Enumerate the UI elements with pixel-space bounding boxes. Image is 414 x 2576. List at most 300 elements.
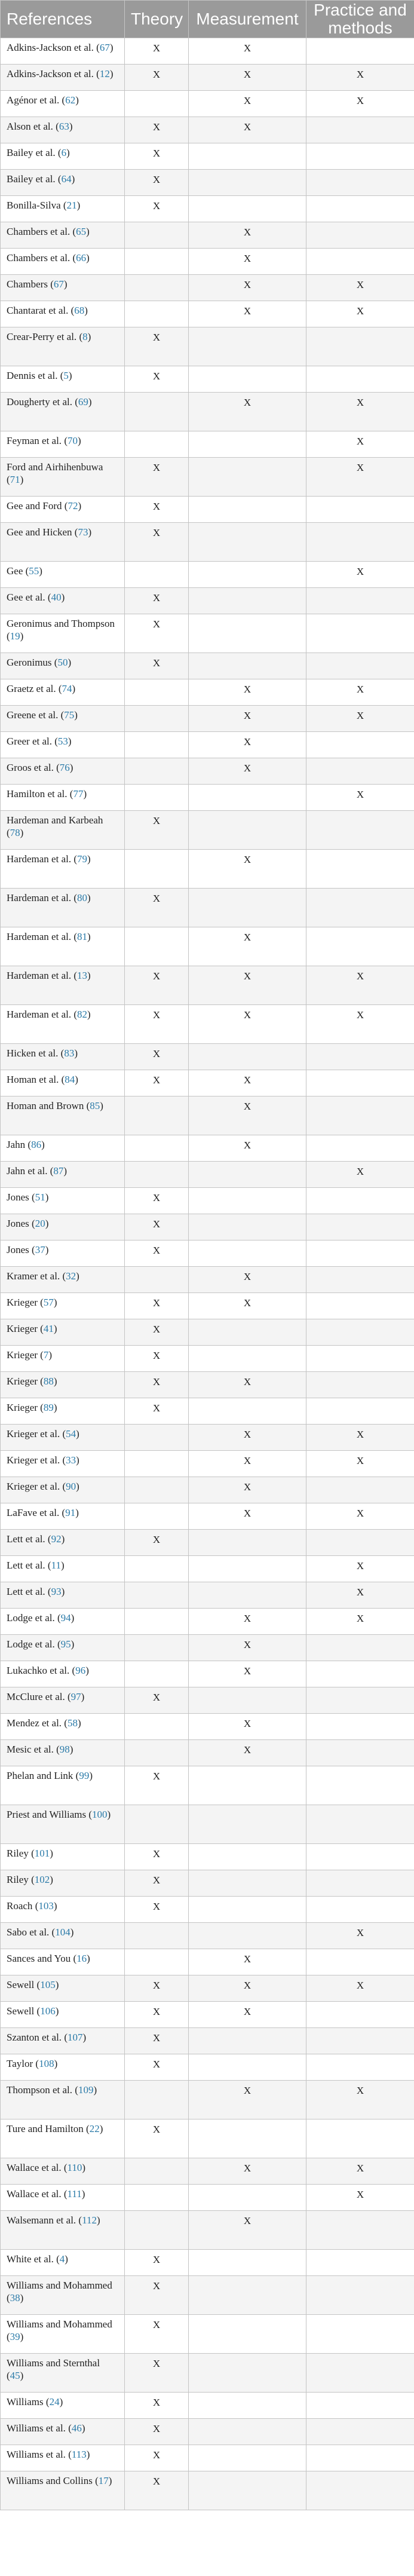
reference-name: Krieger [7, 1297, 38, 1308]
reference-cell: Williams and Sternthal (45) [1, 2354, 125, 2393]
citation-link[interactable]: 111 [67, 2188, 82, 2200]
citation-link[interactable]: 54 [66, 1428, 76, 1439]
reference-name: Williams et al. [7, 2422, 66, 2434]
reference-cell: Krieger (7) [1, 1346, 125, 1372]
reference-name: Greene et al. [7, 709, 59, 721]
reference-cell: Bailey et al. (64) [1, 170, 125, 196]
measurement-mark [189, 2028, 306, 2054]
theory-mark [125, 1477, 189, 1503]
citation-link[interactable]: 57 [43, 1297, 54, 1308]
theory-mark [125, 679, 189, 706]
citation-link[interactable]: 105 [40, 1979, 56, 1990]
practice-mark [306, 1949, 414, 1975]
reference-cell: White et al. (4) [1, 2250, 125, 2276]
measurement-mark: X [189, 1740, 306, 1766]
citation-link[interactable]: 13 [77, 970, 88, 981]
reference-name: Ture and Hamilton [7, 2123, 84, 2134]
table-row [1, 811, 414, 850]
measurement-mark [189, 2354, 306, 2393]
citation-link[interactable]: 39 [10, 2331, 20, 2342]
table-row [1, 588, 414, 614]
measurement-mark [189, 2315, 306, 2354]
practice-mark [306, 2054, 414, 2081]
citation-link[interactable]: 112 [82, 2214, 97, 2226]
table-row [1, 1372, 414, 1398]
citation-link[interactable]: 73 [78, 526, 88, 538]
citation-link[interactable]: 45 [10, 2370, 20, 2381]
reference-name: Alson et al. [7, 121, 53, 132]
theory-mark: X [125, 1870, 189, 1897]
theory-mark: X [125, 117, 189, 143]
citation-link[interactable]: 19 [10, 630, 20, 642]
practice-mark [306, 1635, 414, 1661]
reference-cell: Taylor (108) [1, 2054, 125, 2081]
reference-cell: Greene et al. (75) [1, 706, 125, 732]
table-row [1, 1635, 414, 1661]
citation-link[interactable]: 91 [65, 1507, 76, 1518]
reference-cell: Hardeman and Karbeah (78) [1, 811, 125, 850]
theory-mark [125, 1949, 189, 1975]
citation-link[interactable]: 90 [66, 1481, 76, 1492]
citation-link[interactable]: 92 [51, 1533, 62, 1545]
citation-link[interactable]: 82 [77, 1009, 88, 1020]
citation-link[interactable]: 7 [43, 1349, 49, 1361]
measurement-mark [189, 1582, 306, 1609]
citation-link[interactable]: 89 [43, 1402, 54, 1413]
reference-cell: Williams and Collins (17) [1, 2471, 125, 2510]
citation-link[interactable]: 96 [75, 1665, 86, 1676]
reference-name: Ford and Airhihenbuwa [7, 461, 103, 473]
citation-link[interactable]: 4 [59, 2253, 65, 2265]
table-row [1, 2158, 414, 2185]
citation-link[interactable]: 66 [76, 252, 87, 264]
citation-link[interactable]: 80 [77, 892, 88, 903]
theory-mark: X [125, 1214, 189, 1240]
citation-link[interactable]: 38 [10, 2292, 20, 2304]
practice-mark [306, 497, 414, 523]
reference-cell: Gee et al. (40) [1, 588, 125, 614]
practice-mark: X [306, 966, 414, 1005]
citation-link[interactable]: 78 [10, 827, 20, 838]
theory-mark: X [125, 1530, 189, 1556]
citation-link[interactable]: 98 [59, 1744, 70, 1755]
theory-mark [125, 1096, 189, 1135]
citation-link[interactable]: 84 [65, 1074, 75, 1085]
table-row [1, 393, 414, 431]
citation-link[interactable]: 58 [67, 1717, 78, 1729]
citation-link[interactable]: 40 [51, 592, 62, 603]
table-row [1, 1162, 414, 1188]
reference-cell: Hicken et al. (83) [1, 1044, 125, 1070]
citation-link[interactable]: 109 [78, 2084, 94, 2096]
citation-link[interactable]: 33 [66, 1454, 76, 1466]
theory-mark: X [125, 2054, 189, 2081]
reference-name: Feyman et al. [7, 435, 62, 446]
citation-link[interactable]: 106 [40, 2005, 56, 2017]
reference-cell: Lodge et al. (94) [1, 1609, 125, 1635]
measurement-mark [189, 2419, 306, 2445]
citation-link[interactable]: 104 [55, 1926, 70, 1938]
measurement-mark: X [189, 1451, 306, 1477]
measurement-mark [189, 327, 306, 366]
table-row [1, 1096, 414, 1135]
theory-mark [125, 2158, 189, 2185]
table-row [1, 301, 414, 327]
reference-cell: Phelan and Link (99) [1, 1766, 125, 1805]
reference-cell: Jones (37) [1, 1240, 125, 1267]
table-row [1, 2445, 414, 2471]
citation-link[interactable]: 62 [65, 94, 76, 106]
practice-mark: X [306, 2185, 414, 2211]
citation-link[interactable]: 68 [74, 305, 85, 316]
practice-mark [306, 117, 414, 143]
citation-link[interactable]: 70 [67, 435, 78, 446]
citation-link[interactable]: 77 [73, 788, 84, 800]
reference-name: Wallace et al. [7, 2188, 62, 2200]
citation-link[interactable]: 86 [31, 1139, 42, 1150]
citation-link[interactable]: 75 [64, 709, 75, 721]
practice-mark: X [306, 1503, 414, 1530]
reference-name: Homan and Brown [7, 1100, 84, 1111]
practice-mark [306, 1805, 414, 1844]
citation-link[interactable]: 17 [98, 2475, 109, 2486]
theory-mark: X [125, 2002, 189, 2028]
reference-cell: Szanton et al. (107) [1, 2028, 125, 2054]
theory-mark: X [125, 170, 189, 196]
practice-mark [306, 1844, 414, 1870]
practice-mark [306, 1398, 414, 1425]
reference-name: Chantarat et al. [7, 305, 69, 316]
table-row [1, 1530, 414, 1556]
reference-cell: Groos et al. (76) [1, 758, 125, 785]
reference-cell: Williams (24) [1, 2393, 125, 2419]
citation-link[interactable]: 85 [90, 1100, 100, 1111]
theory-mark [125, 1425, 189, 1451]
table-row [1, 1044, 414, 1070]
reference-name: Priest and Williams [7, 1809, 87, 1820]
reference-cell: Alson et al. (63) [1, 117, 125, 143]
reference-cell: Dennis et al. (5) [1, 366, 125, 393]
reference-name: Lodge et al. [7, 1612, 55, 1624]
reference-name: Jones [7, 1191, 29, 1203]
reference-cell: Sewell (105) [1, 1975, 125, 2002]
table-row [1, 1503, 414, 1530]
theory-mark: X [125, 65, 189, 91]
reference-cell: Sewell (106) [1, 2002, 125, 2028]
practice-mark [306, 1044, 414, 1070]
reference-cell: Crear-Perry et al. (8) [1, 327, 125, 366]
citation-link[interactable]: 71 [10, 474, 20, 485]
citation-link[interactable]: 20 [35, 1218, 45, 1229]
measurement-mark [189, 2119, 306, 2158]
theory-mark [125, 431, 189, 458]
table-row [1, 1740, 414, 1766]
practice-mark [306, 1740, 414, 1766]
citation-link[interactable]: 74 [62, 683, 72, 694]
citation-link[interactable]: 6 [61, 147, 67, 158]
reference-name: Williams [7, 2396, 44, 2407]
practice-mark: X [306, 458, 414, 497]
reference-cell: Jones (51) [1, 1188, 125, 1214]
theory-mark: X [125, 2419, 189, 2445]
theory-mark: X [125, 2393, 189, 2419]
reference-name: Riley [7, 1848, 29, 1859]
citation-link[interactable]: 16 [76, 1953, 87, 1964]
theory-mark: X [125, 327, 189, 366]
table-row [1, 1870, 414, 1897]
citation-link[interactable]: 97 [70, 1691, 81, 1702]
practice-mark: X [306, 275, 414, 301]
measurement-mark: X [189, 1005, 306, 1044]
citation-link[interactable]: 67 [99, 42, 110, 53]
table-row [1, 1425, 414, 1451]
theory-mark: X [125, 811, 189, 850]
citation-link[interactable]: 51 [35, 1191, 45, 1203]
reference-name: Sewell [7, 2005, 35, 2017]
citation-link[interactable]: 88 [43, 1376, 54, 1387]
citation-link[interactable]: 103 [38, 1900, 54, 1912]
citation-link[interactable]: 12 [99, 68, 110, 79]
reference-name: Dougherty et al. [7, 396, 72, 408]
measurement-mark [189, 170, 306, 196]
header-measurement: Measurement [189, 1, 306, 38]
table-row [1, 1267, 414, 1293]
reference-cell: Adkins-Jackson et al. (12) [1, 65, 125, 91]
practice-mark: X [306, 1162, 414, 1188]
reference-name: Adkins-Jackson et al. [7, 68, 94, 79]
practice-mark [306, 1293, 414, 1319]
reference-cell: Roach (103) [1, 1897, 125, 1923]
theory-mark: X [125, 2315, 189, 2354]
citation-link[interactable]: 93 [51, 1586, 62, 1597]
practice-mark [306, 2445, 414, 2471]
theory-mark [125, 1582, 189, 1609]
theory-mark [125, 1451, 189, 1477]
practice-mark: X [306, 1556, 414, 1582]
table-row [1, 850, 414, 889]
reference-name: Sewell [7, 1979, 35, 1990]
citation-link[interactable]: 8 [82, 331, 88, 342]
measurement-mark [189, 1923, 306, 1949]
citation-link[interactable]: 107 [67, 2032, 83, 2043]
table-row [1, 1188, 414, 1214]
citation-link[interactable]: 5 [63, 370, 69, 381]
practice-mark: X [306, 301, 414, 327]
theory-mark [125, 1135, 189, 1162]
citation-link[interactable]: 24 [49, 2396, 60, 2407]
practice-mark [306, 811, 414, 850]
citation-link[interactable]: 63 [59, 121, 69, 132]
reference-cell: Walsemann et al. (112) [1, 2211, 125, 2250]
citation-link[interactable]: 83 [64, 1047, 75, 1059]
citation-link[interactable]: 21 [66, 200, 77, 211]
theory-mark: X [125, 588, 189, 614]
reference-name: Sances and You [7, 1953, 71, 1964]
theory-mark: X [125, 2471, 189, 2510]
reference-name: Hardeman et al. [7, 892, 72, 903]
citation-link[interactable]: 76 [59, 762, 70, 773]
measurement-mark [189, 811, 306, 850]
citation-link[interactable]: 79 [77, 853, 88, 865]
reference-name: Krieger [7, 1376, 38, 1387]
measurement-mark: X [189, 1661, 306, 1687]
theory-mark: X [125, 1687, 189, 1714]
reference-cell: Mendez et al. (58) [1, 1714, 125, 1740]
table-row [1, 117, 414, 143]
practice-mark [306, 927, 414, 966]
measurement-mark [189, 2054, 306, 2081]
reference-name: McClure et al. [7, 1691, 65, 1702]
reference-name: Krieger et al. [7, 1428, 60, 1439]
theory-mark [125, 706, 189, 732]
reference-cell: LaFave et al. (91) [1, 1503, 125, 1530]
table-row [1, 65, 414, 91]
reference-name: Dennis et al. [7, 370, 58, 381]
theory-mark [125, 785, 189, 811]
practice-mark: X [306, 2158, 414, 2185]
citation-link[interactable]: 65 [76, 226, 87, 237]
header-row [1, 1, 414, 38]
reference-name: Gee et al. [7, 592, 45, 603]
theory-mark: X [125, 1293, 189, 1319]
practice-mark [306, 850, 414, 889]
reference-cell: Riley (101) [1, 1844, 125, 1870]
reference-name: Jones [7, 1244, 29, 1255]
table-row [1, 1293, 414, 1319]
practice-mark [306, 249, 414, 275]
theory-mark: X [125, 966, 189, 1005]
citation-link[interactable]: 81 [77, 931, 88, 942]
citation-link[interactable]: 100 [92, 1809, 108, 1820]
measurement-mark [189, 497, 306, 523]
practice-mark [306, 758, 414, 785]
reference-name: Crear-Perry et al. [7, 331, 77, 342]
measurement-mark: X [189, 1096, 306, 1135]
reference-cell: Williams and Mohammed (39) [1, 2315, 125, 2354]
citation-link[interactable]: 69 [78, 396, 88, 408]
theory-mark: X [125, 1319, 189, 1346]
reference-name: Jones [7, 1218, 29, 1229]
citation-link[interactable]: 108 [39, 2058, 54, 2069]
reference-name: Krieger et al. [7, 1454, 60, 1466]
theory-mark: X [125, 1188, 189, 1214]
table-row [1, 614, 414, 653]
header-practice-methods: Practice and methods [306, 1, 414, 38]
reference-name: Gee and Ford [7, 500, 62, 511]
theory-mark [125, 1609, 189, 1635]
citation-link[interactable]: 50 [57, 657, 68, 668]
citation-link[interactable]: 32 [66, 1270, 76, 1282]
table-row [1, 1005, 414, 1044]
reference-cell: Chantarat et al. (68) [1, 301, 125, 327]
citation-link[interactable]: 46 [71, 2422, 82, 2434]
practice-mark [306, 2119, 414, 2158]
reference-cell: Graetz et al. (74) [1, 679, 125, 706]
citation-link[interactable]: 55 [29, 565, 39, 577]
citation-link[interactable]: 22 [89, 2123, 100, 2134]
citation-link[interactable]: 37 [35, 1244, 45, 1255]
table-row [1, 275, 414, 301]
reference-name: Williams et al. [7, 2449, 66, 2460]
citation-link[interactable]: 94 [60, 1612, 71, 1624]
citation-link[interactable]: 53 [57, 736, 68, 747]
practice-mark [306, 1530, 414, 1556]
citation-link[interactable]: 11 [51, 1560, 61, 1571]
table-row [1, 785, 414, 811]
reference-cell: Gee and Ford (72) [1, 497, 125, 523]
measurement-mark [189, 1346, 306, 1372]
table-row [1, 170, 414, 196]
table-row [1, 1897, 414, 1923]
reference-cell: Agénor et al. (62) [1, 91, 125, 117]
practice-mark [306, 1267, 414, 1293]
theory-mark [125, 1805, 189, 1844]
citation-link[interactable]: 113 [71, 2449, 87, 2460]
citation-link[interactable]: 72 [68, 500, 78, 511]
citation-link[interactable]: 99 [79, 1770, 90, 1781]
citation-link[interactable]: 64 [61, 173, 72, 185]
reference-cell: Gee (55) [1, 562, 125, 588]
theory-mark: X [125, 143, 189, 170]
table-row [1, 1398, 414, 1425]
citation-link[interactable]: 67 [53, 278, 64, 290]
measurement-mark [189, 785, 306, 811]
practice-mark: X [306, 91, 414, 117]
reference-name: Krieger [7, 1349, 38, 1361]
theory-mark [125, 732, 189, 758]
measurement-mark: X [189, 706, 306, 732]
measurement-mark: X [189, 1635, 306, 1661]
theory-mark: X [125, 1975, 189, 2002]
reference-name: Graetz et al. [7, 683, 56, 694]
citation-link[interactable]: 95 [60, 1638, 71, 1650]
reference-cell: Hardeman et al. (13) [1, 966, 125, 1005]
measurement-mark: X [189, 1609, 306, 1635]
citation-link[interactable]: 110 [67, 2162, 82, 2173]
measurement-mark [189, 2393, 306, 2419]
reference-cell: Greer et al. (53) [1, 732, 125, 758]
reference-name: Hicken et al. [7, 1047, 59, 1059]
theory-mark: X [125, 366, 189, 393]
theory-mark: X [125, 196, 189, 222]
theory-mark: X [125, 1766, 189, 1805]
theory-mark: X [125, 1346, 189, 1372]
reference-name: Chambers et al. [7, 226, 70, 237]
citation-link[interactable]: 102 [34, 1874, 50, 1885]
table-row [1, 2054, 414, 2081]
reference-cell: Williams et al. (113) [1, 2445, 125, 2471]
citation-link[interactable]: 101 [34, 1848, 50, 1859]
practice-mark [306, 196, 414, 222]
theory-mark [125, 2211, 189, 2250]
practice-mark [306, 614, 414, 653]
reference-name: Geronimus and Thompson [7, 618, 115, 629]
reference-cell: Chambers (67) [1, 275, 125, 301]
practice-mark [306, 38, 414, 65]
table-row [1, 1346, 414, 1372]
measurement-mark: X [189, 275, 306, 301]
measurement-mark [189, 1398, 306, 1425]
reference-cell: Geronimus (50) [1, 653, 125, 679]
citation-link[interactable]: 87 [53, 1165, 64, 1177]
citation-link[interactable]: 41 [43, 1323, 54, 1334]
reference-name: Lett et al. [7, 1586, 45, 1597]
measurement-mark: X [189, 966, 306, 1005]
practice-mark [306, 1096, 414, 1135]
reference-cell: Chambers et al. (66) [1, 249, 125, 275]
theory-mark: X [125, 38, 189, 65]
reference-name: Hardeman et al. [7, 970, 72, 981]
